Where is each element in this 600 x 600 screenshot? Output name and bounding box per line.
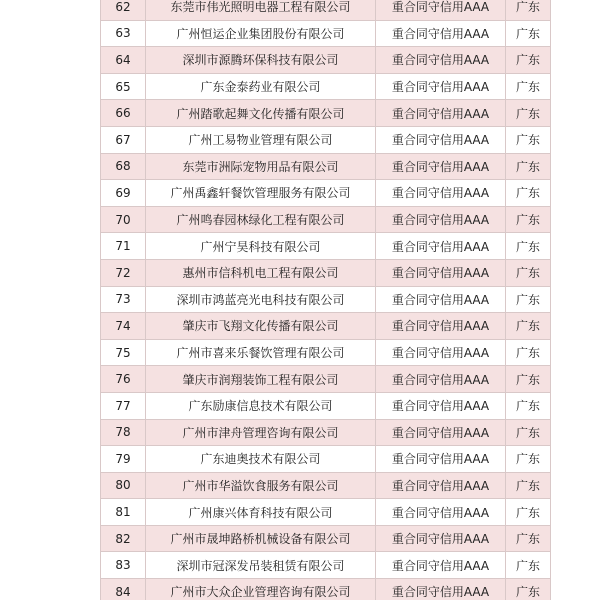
- company-name-cell: 东莞市伟光照明电器工程有限公司: [146, 0, 376, 20]
- row-number-cell: 75: [101, 339, 146, 366]
- credit-rating-cell: 重合同守信用AAA: [376, 73, 506, 100]
- table-row: [101, 579, 551, 600]
- row-number-cell: 62: [101, 0, 146, 20]
- credit-rating-cell: 重合同守信用AAA: [376, 47, 506, 74]
- region-cell: 广东: [506, 73, 551, 100]
- company-name-cell: 深圳市冠深发吊装租赁有限公司: [146, 552, 376, 579]
- table-row: [101, 286, 551, 313]
- row-number-cell: 67: [101, 126, 146, 153]
- row-number-cell: 83: [101, 552, 146, 579]
- company-name-cell: 广东金泰药业有限公司: [146, 73, 376, 100]
- credit-rating-cell: 重合同守信用AAA: [376, 446, 506, 473]
- credit-rating-cell: 重合同守信用AAA: [376, 233, 506, 260]
- credit-rating-cell: 重合同守信用AAA: [376, 206, 506, 233]
- row-number-cell: 72: [101, 259, 146, 286]
- table-row: [101, 180, 551, 207]
- credit-rating-cell: 重合同守信用AAA: [376, 499, 506, 526]
- table-row: [101, 366, 551, 393]
- company-name-cell: 广东励康信息技术有限公司: [146, 392, 376, 419]
- company-name-cell: 肇庆市润翔装饰工程有限公司: [146, 366, 376, 393]
- region-cell: 广东: [506, 206, 551, 233]
- credit-rating-cell: 重合同守信用AAA: [376, 153, 506, 180]
- table-row: [101, 47, 551, 74]
- credit-rating-cell: 重合同守信用AAA: [376, 552, 506, 579]
- row-number-cell: 79: [101, 446, 146, 473]
- company-name-cell: 广州市津舟管理咨询有限公司: [146, 419, 376, 446]
- company-name-cell: 肇庆市飞翔文化传播有限公司: [146, 313, 376, 340]
- company-name-cell: 惠州市信科机电工程有限公司: [146, 259, 376, 286]
- company-name-cell: 广州宁昊科技有限公司: [146, 233, 376, 260]
- credit-rating-cell: 重合同守信用AAA: [376, 100, 506, 127]
- row-number-cell: 68: [101, 153, 146, 180]
- credit-rating-cell: 重合同守信用AAA: [376, 392, 506, 419]
- row-number-cell: 78: [101, 419, 146, 446]
- table-row: [101, 552, 551, 579]
- row-number-cell: 69: [101, 180, 146, 207]
- region-cell: 广东: [506, 0, 551, 20]
- region-cell: 广东: [506, 20, 551, 47]
- company-name-cell: 东莞市洲际宠物用品有限公司: [146, 153, 376, 180]
- table-row: [101, 472, 551, 499]
- table-row: [101, 259, 551, 286]
- table-row: [101, 100, 551, 127]
- region-cell: 广东: [506, 366, 551, 393]
- company-name-cell: 深圳市鸿蓝亮光电科技有限公司: [146, 286, 376, 313]
- table-row: [101, 339, 551, 366]
- table-body: [101, 0, 551, 600]
- table-row: [101, 206, 551, 233]
- table-row: [101, 0, 551, 20]
- company-credit-table-container: [100, 0, 550, 600]
- region-cell: 广东: [506, 259, 551, 286]
- company-name-cell: 广州康兴体育科技有限公司: [146, 499, 376, 526]
- company-name-cell: 广州鸣春园林绿化工程有限公司: [146, 206, 376, 233]
- region-cell: 广东: [506, 286, 551, 313]
- region-cell: 广东: [506, 339, 551, 366]
- company-credit-table: [100, 0, 551, 600]
- credit-rating-cell: 重合同守信用AAA: [376, 126, 506, 153]
- table-row: [101, 126, 551, 153]
- row-number-cell: 80: [101, 472, 146, 499]
- company-name-cell: 广州市晟坤路桥机械设备有限公司: [146, 525, 376, 552]
- table-row: [101, 446, 551, 473]
- region-cell: 广东: [506, 579, 551, 600]
- region-cell: 广东: [506, 153, 551, 180]
- region-cell: 广东: [506, 233, 551, 260]
- table-row: [101, 233, 551, 260]
- credit-rating-cell: 重合同守信用AAA: [376, 525, 506, 552]
- row-number-cell: 65: [101, 73, 146, 100]
- region-cell: 广东: [506, 446, 551, 473]
- region-cell: 广东: [506, 180, 551, 207]
- row-number-cell: 66: [101, 100, 146, 127]
- region-cell: 广东: [506, 392, 551, 419]
- table-row: [101, 20, 551, 47]
- credit-rating-cell: 重合同守信用AAA: [376, 579, 506, 600]
- region-cell: 广东: [506, 552, 551, 579]
- table-row: [101, 392, 551, 419]
- row-number-cell: 64: [101, 47, 146, 74]
- credit-rating-cell: 重合同守信用AAA: [376, 313, 506, 340]
- row-number-cell: 77: [101, 392, 146, 419]
- table-row: [101, 153, 551, 180]
- table-row: [101, 499, 551, 526]
- credit-rating-cell: 重合同守信用AAA: [376, 259, 506, 286]
- region-cell: 广东: [506, 126, 551, 153]
- row-number-cell: 63: [101, 20, 146, 47]
- region-cell: 广东: [506, 100, 551, 127]
- row-number-cell: 70: [101, 206, 146, 233]
- region-cell: 广东: [506, 47, 551, 74]
- region-cell: 广东: [506, 525, 551, 552]
- row-number-cell: 82: [101, 525, 146, 552]
- row-number-cell: 81: [101, 499, 146, 526]
- company-name-cell: 广东迪奥技术有限公司: [146, 446, 376, 473]
- company-name-cell: 广州市大众企业管理咨询有限公司: [146, 579, 376, 600]
- company-name-cell: 广州工易物业管理有限公司: [146, 126, 376, 153]
- row-number-cell: 84: [101, 579, 146, 600]
- region-cell: 广东: [506, 419, 551, 446]
- company-name-cell: 广州禹鑫轩餐饮管理服务有限公司: [146, 180, 376, 207]
- row-number-cell: 71: [101, 233, 146, 260]
- credit-rating-cell: 重合同守信用AAA: [376, 339, 506, 366]
- region-cell: 广东: [506, 472, 551, 499]
- company-name-cell: 广州市华溢饮食服务有限公司: [146, 472, 376, 499]
- row-number-cell: 73: [101, 286, 146, 313]
- credit-rating-cell: 重合同守信用AAA: [376, 0, 506, 20]
- region-cell: 广东: [506, 499, 551, 526]
- company-name-cell: 广州恒运企业集团股份有限公司: [146, 20, 376, 47]
- credit-rating-cell: 重合同守信用AAA: [376, 472, 506, 499]
- company-name-cell: 深圳市源腾环保科技有限公司: [146, 47, 376, 74]
- table-row: [101, 419, 551, 446]
- credit-rating-cell: 重合同守信用AAA: [376, 180, 506, 207]
- table-row: [101, 525, 551, 552]
- credit-rating-cell: 重合同守信用AAA: [376, 286, 506, 313]
- row-number-cell: 74: [101, 313, 146, 340]
- table-row: [101, 73, 551, 100]
- credit-rating-cell: 重合同守信用AAA: [376, 419, 506, 446]
- table-row: [101, 313, 551, 340]
- company-name-cell: 广州市喜来乐餐饮管理有限公司: [146, 339, 376, 366]
- company-name-cell: 广州踏歌起舞文化传播有限公司: [146, 100, 376, 127]
- region-cell: 广东: [506, 313, 551, 340]
- credit-rating-cell: 重合同守信用AAA: [376, 366, 506, 393]
- row-number-cell: 76: [101, 366, 146, 393]
- credit-rating-cell: 重合同守信用AAA: [376, 20, 506, 47]
